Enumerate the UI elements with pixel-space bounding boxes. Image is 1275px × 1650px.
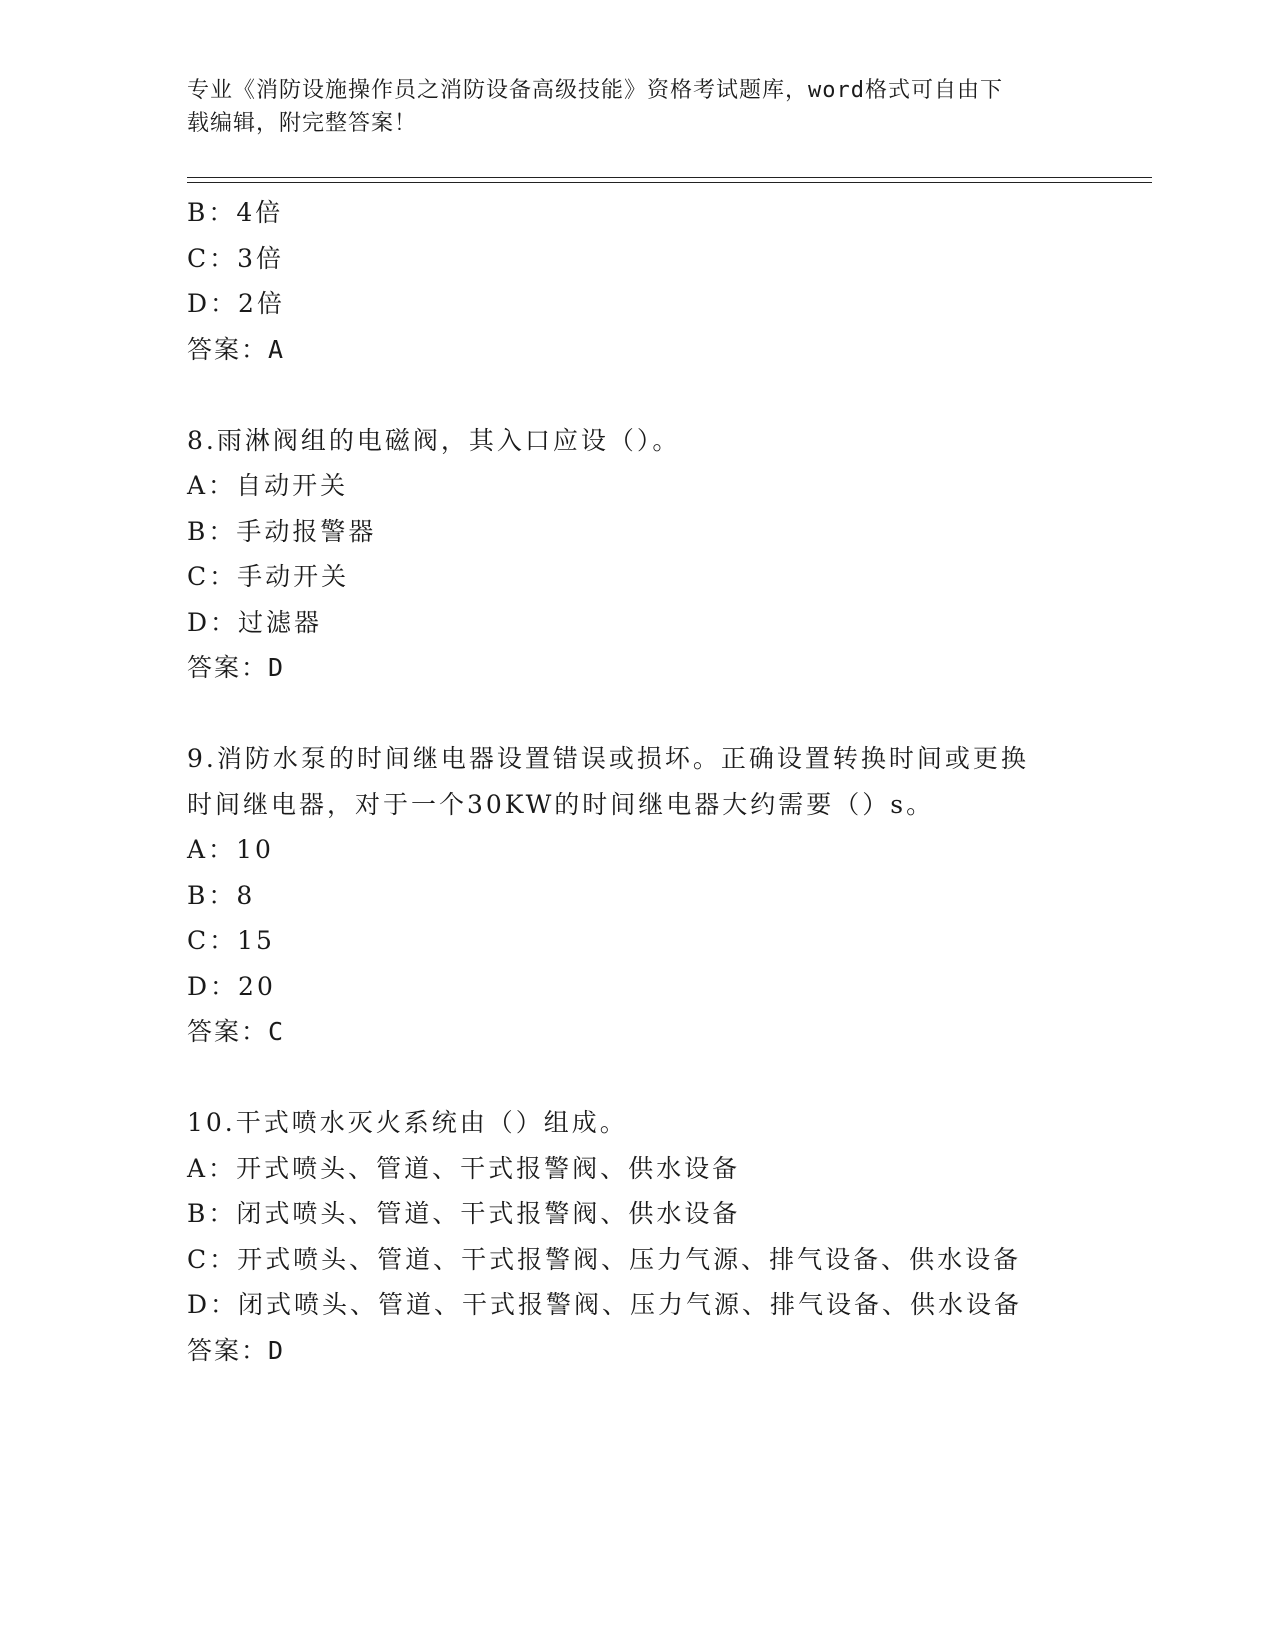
spacer (187, 372, 1087, 418)
answer-line: 答案：D (187, 1335, 286, 1365)
answer-line: 答案：A (187, 334, 286, 364)
option-b: B：4倍 (187, 198, 284, 227)
option-a: A：10 (187, 835, 274, 864)
question-list (187, 190, 1087, 1373)
option-d: D：20 (187, 971, 276, 1001)
spacer (187, 1055, 1087, 1101)
option-c: C：15 (187, 926, 275, 955)
option-d: D：闭式喷头、管道、干式报警阀、压力气源、排气设备、供水设备 (187, 1290, 1023, 1319)
question-title: 10.干式喷水灭火系统由（）组成。 (187, 1108, 628, 1137)
option-a: A：自动开关 (187, 471, 349, 500)
option-b: B：闭式喷头、管道、干式报警阀、供水设备 (187, 1199, 741, 1228)
question-title-line-2: 时间继电器，对于一个30KW的时间继电器大约需要（）s。 (187, 789, 935, 819)
question-9 (187, 736, 1087, 1055)
option-b: B：8 (187, 880, 256, 910)
header-divider (187, 177, 1152, 183)
answer-line: 答案：C (187, 1017, 286, 1046)
question-title: 8.雨淋阀组的电磁阀，其入口应设（）。 (187, 425, 681, 455)
option-d: D：过滤器 (187, 607, 323, 637)
option-d: D：2倍 (187, 289, 285, 318)
option-c: C：开式喷头、管道、干式报警阀、压力气源、排气设备、供水设备 (187, 1244, 1022, 1274)
question-7-continued (187, 190, 1087, 372)
option-b: B：手动报警器 (187, 516, 377, 546)
header-line-2: 载编辑，附完整答案！ (187, 111, 418, 136)
header-line-1: 专业《消防设施操作员之消防设备高级技能》资格考试题库，word格式可自由下 (187, 78, 1003, 103)
document-header (187, 74, 1067, 140)
option-c: C：手动开关 (187, 562, 350, 591)
question-title-line-1: 9.消防水泵的时间继电器设置错误或损坏。正确设置转换时间或更换 (187, 744, 1029, 773)
option-a: A：开式喷头、管道、干式报警阀、供水设备 (187, 1153, 741, 1183)
question-8 (187, 418, 1087, 691)
spacer (187, 691, 1087, 737)
answer-line: 答案：D (187, 653, 286, 682)
option-c: C：3倍 (187, 243, 285, 273)
question-10 (187, 1100, 1087, 1373)
